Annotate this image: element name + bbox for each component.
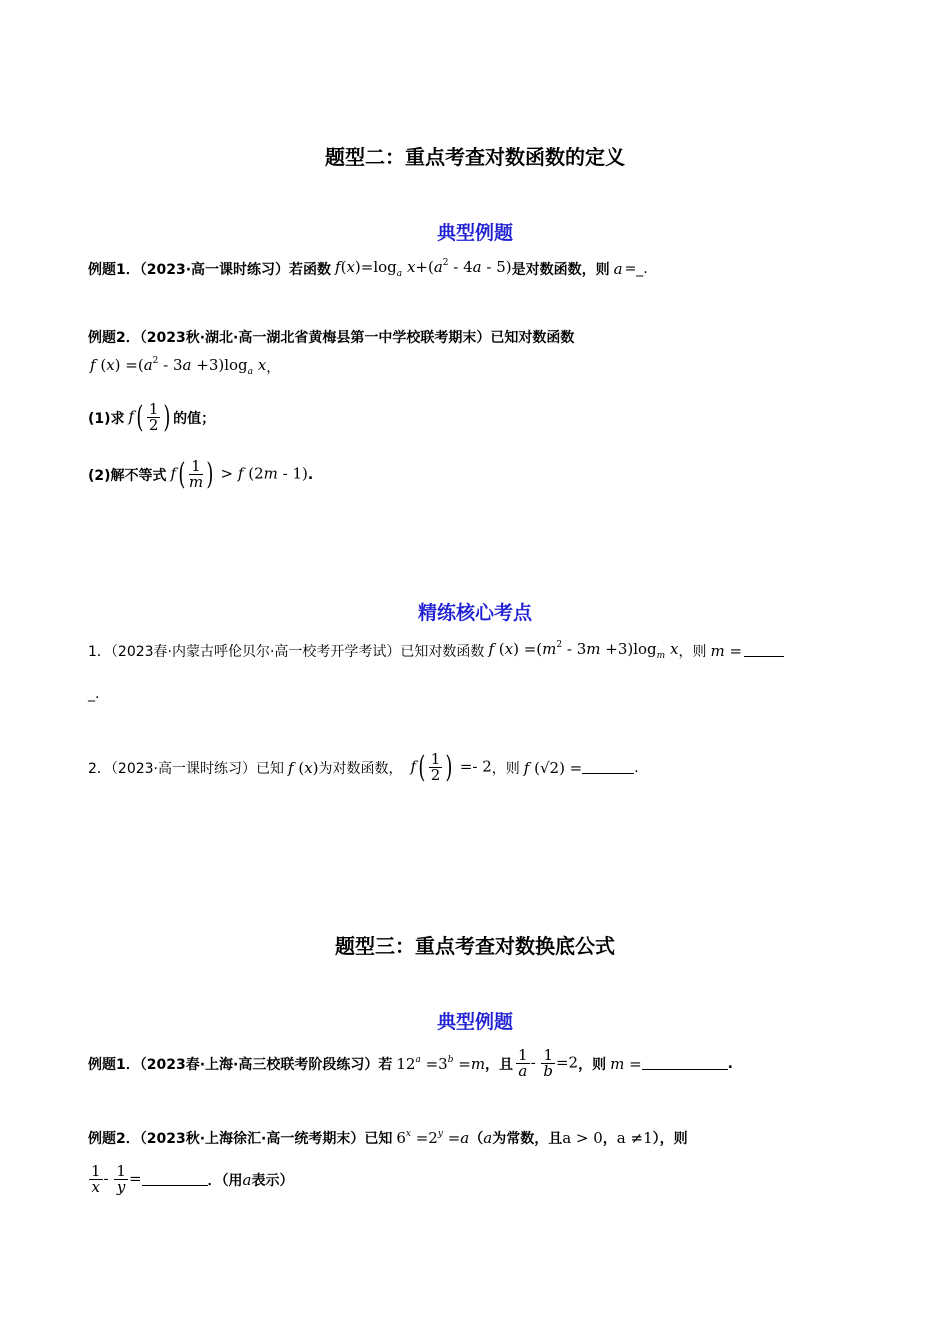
s2-p1-formula: f $(x) =(m^2 - 3m +3)\log_m$ x (488, 640, 679, 661)
s3-ex2-cond1: a > 0 (562, 1129, 603, 1147)
s2-ex1-tail: 是对数函数，则 (511, 261, 610, 278)
s3-example-2 (88, 1128, 688, 1148)
s3-ex2-paren-open: （ (469, 1131, 484, 1147)
s3-ex1-formula: $12^a =3^b =m$ (396, 1054, 486, 1073)
s2-p1-label: 1．（2023春·内蒙古呼伦贝尔·高一校考开学考试）已知对数函数 (88, 643, 485, 660)
s3-ex2-cond2: a ≠1 (616, 1129, 653, 1147)
s2-p2-answer-blank[interactable] (582, 761, 634, 774)
s3-ex2-const-text: 为常数，且 (492, 1131, 563, 1147)
s3-ex2-a: a (483, 1129, 493, 1147)
s2-p2-ask: f (√2) = (523, 758, 583, 777)
section3-title: 题型三：重点考查对数换底公式 (335, 934, 615, 958)
s2-ex2-q1 (88, 400, 215, 435)
s2-ex1-answer-blank[interactable]: =_. (624, 260, 648, 277)
section2-typical-heading: 典型例题 (436, 222, 513, 244)
s2-ex2-formula-line (90, 356, 280, 377)
s2-ex2-q1-expr: f( $\frac{1}{2}$ ) (128, 400, 171, 435)
s2-p2-comma: ，则 (491, 760, 520, 777)
s3-ex1-comma: ，则 (578, 1056, 607, 1073)
s2-ex2-label: 例题2．（2023秋·湖北·高一湖北省黄梅县第一中学校联考期末）已知对数函数 (88, 330, 575, 346)
s2-ex1-answer-var: a (613, 259, 623, 278)
section3-typical-heading: 典型例题 (436, 1011, 513, 1033)
s2-p1-answer-blank[interactable] (744, 644, 784, 657)
s3-ex2-end: ．（用 (207, 1172, 243, 1189)
s3-ex2-label: 例题2．（2023秋·上海徐汇·高一统考期末）已知 (88, 1131, 393, 1147)
s3-ex2-end2: 表示） (251, 1172, 294, 1189)
s2-p2-cond: f( $\frac{1}{2}$ ) =- 2 (410, 750, 492, 785)
s3-ex1-ask: m = (610, 1054, 642, 1073)
s2-p2-mid: 为对数函数， (318, 760, 403, 777)
s2-ex1-label: 例题1．（2023·高一课时练习）若函数 (88, 261, 332, 278)
section2-practice-heading: 精练核心考点 (417, 602, 532, 624)
s3-ex1-label: 例题1．（2023春·上海·高三校联考阶段练习）若 (88, 1056, 393, 1073)
s2-example-1 (88, 258, 648, 279)
s3-ex1-cond: $\frac{1}{a}$ - $\frac{1}{b}$ =2 (518, 1046, 579, 1080)
s3-ex2-line2 (88, 1164, 293, 1195)
s2-practice-1 (88, 640, 784, 661)
s3-ex2-paren-close: ），则 (652, 1131, 688, 1147)
s2-p2-fx: f (x) (288, 758, 319, 777)
s3-ex1-mid: ，且 (485, 1056, 514, 1073)
s3-ex2-formula: $6^x =2^y =a$ (396, 1129, 470, 1147)
s3-example-1 (88, 1048, 733, 1079)
s2-p1-tail: ，则 (678, 643, 707, 660)
s2-p1-cont: _. (88, 686, 100, 702)
s3-ex2-a-var: a (242, 1170, 252, 1189)
s2-ex2-q2-prefix: (2)解不等式 (88, 467, 167, 484)
s2-ex2-formula-tail: ， (266, 359, 281, 376)
s2-p2-end: . (634, 759, 639, 776)
s2-ex2-q1-suffix: 的值； (173, 410, 216, 427)
s2-ex2-q2-expr: f( $\frac{1}{m}$ ) > f (2m - 1) (170, 457, 308, 492)
s2-ex2-q2-suffix: . (307, 466, 314, 483)
s2-ex2-q1-prefix: (1)求 (88, 410, 125, 427)
s2-ex1-formula: $f(x)=\log_a$ $x+(a^2 - 4a - 5)$ (335, 258, 512, 279)
section2-title: 题型二：重点考查对数函数的定义 (325, 145, 625, 169)
s3-ex2-cond-sep: ， (602, 1131, 617, 1147)
s3-ex1-answer-blank[interactable] (642, 1057, 728, 1070)
s2-p2-label: 2．（2023·高一课时练习）已知 (88, 760, 284, 777)
s3-ex2-ask: $\frac{1}{x}$ - $\frac{1}{y}$ = (91, 1162, 142, 1196)
s2-ex2-formula: f $(x) =(a^2 - 3a +3)\log_a$ x (90, 356, 267, 377)
s2-practice-2 (88, 750, 639, 785)
s3-ex2-answer-blank[interactable] (142, 1173, 208, 1186)
s2-p1-answer-label: m = (710, 641, 743, 660)
s2-ex2-q2 (88, 457, 313, 492)
s3-ex1-end: . (727, 1055, 733, 1072)
